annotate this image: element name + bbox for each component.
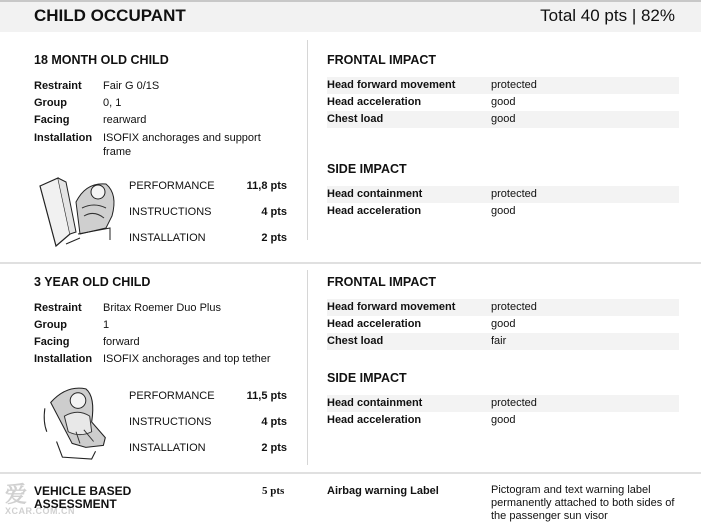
info-label: Installation (34, 353, 93, 365)
section-divider (0, 262, 701, 264)
score-list (129, 383, 287, 461)
score-value: 4 pts (261, 206, 287, 218)
info-label: Restraint (34, 80, 82, 92)
score-value: 4 pts (261, 416, 287, 428)
impact-value: good (491, 205, 516, 217)
child-info (34, 300, 304, 368)
impact-label: Head containment (327, 188, 423, 200)
side-impact-table (327, 371, 679, 429)
info-label: Installation (34, 132, 93, 144)
impact-row (327, 111, 679, 128)
impact-row (327, 333, 679, 350)
info-row (34, 317, 304, 334)
score-row (129, 409, 287, 435)
score-value: 2 pts (261, 232, 287, 244)
score-value: 11,5 pts (246, 390, 287, 402)
impact-value: good (491, 96, 516, 108)
info-value: forward (103, 336, 140, 348)
score-row (129, 225, 287, 251)
score-value: 11,8 pts (246, 180, 287, 192)
info-row (34, 95, 304, 112)
column-divider (307, 40, 308, 240)
impact-row (327, 316, 679, 333)
airbag-label-heading: Airbag warning Label (327, 485, 439, 497)
score-value: 2 pts (261, 442, 287, 454)
info-label: Restraint (34, 302, 82, 314)
score-row (129, 173, 287, 199)
score-label: INSTALLATION (129, 442, 206, 454)
impact-value: protected (491, 301, 537, 313)
score-row (129, 199, 287, 225)
score-label: INSTRUCTIONS (129, 416, 212, 428)
frontal-impact-heading: FRONTAL IMPACT (327, 275, 437, 289)
forward-child-seat-icon (36, 383, 120, 461)
column-divider (307, 270, 308, 465)
airbag-label-value: Pictogram and text warning label permanently attached to both sides of the passenger sun visor (491, 484, 675, 522)
rearward-child-seat-icon (36, 172, 120, 250)
info-value: ISOFIX anchorages and support frame (103, 132, 261, 158)
score-label: INSTALLATION (129, 232, 206, 244)
score-row (129, 383, 287, 409)
watermark-glyph: 爱 (5, 482, 28, 507)
side-impact-table (327, 162, 679, 220)
info-row (34, 300, 304, 317)
score-list (129, 173, 287, 251)
info-label: Group (34, 319, 67, 331)
side-impact-heading: SIDE IMPACT (327, 162, 407, 176)
impact-row (327, 203, 679, 220)
score-row (129, 435, 287, 461)
impact-label: Head acceleration (327, 96, 422, 108)
impact-value: protected (491, 188, 537, 200)
info-row (34, 112, 304, 129)
info-label: Facing (34, 114, 70, 126)
info-value: ISOFIX anchorages and top tether (103, 353, 271, 365)
impact-value: fair (491, 335, 507, 347)
impact-label: Head forward movement (327, 79, 456, 91)
info-value: Fair G 0/1S (103, 80, 160, 92)
impact-value: good (491, 318, 516, 330)
score-label: INSTRUCTIONS (129, 206, 212, 218)
impact-value: protected (491, 79, 537, 91)
frontal-impact-table (327, 275, 679, 350)
total-score: Total 40 pts | 82% (540, 6, 675, 25)
child-title: 18 MONTH OLD CHILD (34, 53, 169, 67)
watermark-text: XCAR.COM.CN (5, 506, 75, 516)
info-label: Group (34, 97, 67, 109)
frontal-impact-table (327, 53, 679, 128)
side-impact-heading: SIDE IMPACT (327, 371, 407, 385)
impact-row (327, 77, 679, 94)
vehicle-assessment-title: VEHICLE BASED ASSESSMENT (34, 484, 132, 511)
frontal-impact-heading: FRONTAL IMPACT (327, 53, 437, 67)
impact-row (327, 94, 679, 111)
info-row (34, 78, 304, 95)
info-value: 0, 1 (103, 97, 122, 109)
info-row (34, 129, 304, 159)
impact-value: good (491, 113, 516, 125)
info-value: 1 (103, 319, 110, 331)
info-label: Facing (34, 336, 70, 348)
child-info (34, 78, 304, 159)
impact-label: Head acceleration (327, 414, 422, 426)
impact-value: protected (491, 397, 537, 409)
impact-row (327, 299, 679, 316)
section-divider (0, 472, 701, 474)
score-label: PERFORMANCE (129, 180, 215, 192)
score-label: PERFORMANCE (129, 390, 215, 402)
info-value: Britax Roemer Duo Plus (103, 302, 221, 314)
impact-label: Chest load (327, 113, 384, 125)
page-title: CHILD OCCUPANT (34, 6, 186, 25)
impact-row (327, 412, 679, 429)
impact-value: good (491, 414, 516, 426)
section-header (0, 2, 701, 32)
impact-row (327, 395, 679, 412)
child-title: 3 YEAR OLD CHILD (34, 275, 151, 289)
info-value: rearward (103, 114, 147, 126)
impact-label: Head forward movement (327, 301, 456, 313)
impact-label: Head acceleration (327, 205, 422, 217)
impact-label: Head containment (327, 397, 423, 409)
info-row (34, 351, 304, 368)
vehicle-assessment-points: 5 pts (262, 485, 285, 497)
info-row (34, 334, 304, 351)
impact-row (327, 186, 679, 203)
impact-label: Chest load (327, 335, 384, 347)
impact-label: Head acceleration (327, 318, 422, 330)
